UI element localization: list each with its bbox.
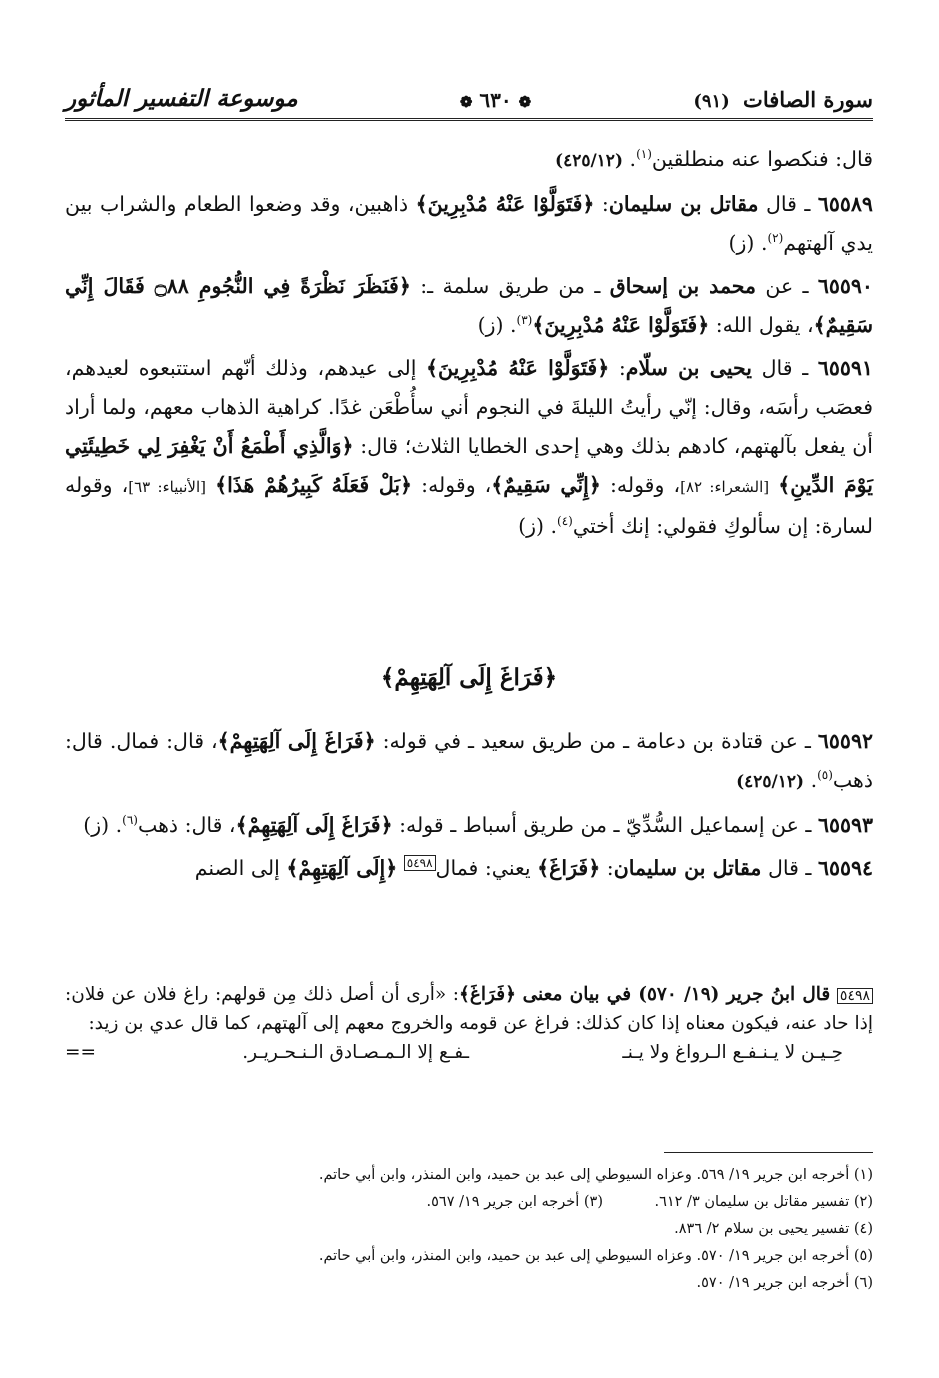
narrator-name: مقاتل بن سليمان: [613, 856, 762, 880]
commentary-block: [65, 980, 873, 1067]
footnote: (٣) أخرجه ابن جرير ١٩/ ٥٦٧.: [426, 1194, 603, 1210]
footnote: (٦) أخرجه ابن جرير ١٩/ ٥٧٠.: [696, 1275, 873, 1291]
quran-quote: ﴿فَتَوَلَّوْا عَنْهُ مُدْبِرِينَ﴾: [532, 313, 710, 337]
text: . (ز): [83, 813, 123, 837]
quran-quote: ﴿فَرَاغَ إِلَى آلِهَتِهِمْ﴾: [235, 813, 393, 837]
surah-reference: [الأنبياء: ٦٣]: [128, 478, 207, 496]
quran-quote: ﴿فَتَوَلَّوْا عَنْهُ مُدْبِرِينَ﴾: [426, 356, 610, 380]
section-heading: ﴿فَرَاغَ إِلَى آلِهَتِهِمْ﴾: [380, 664, 558, 691]
text: إلى عيدهم، وذلك أنّهم استتبعوه لعيدهم، فعصَب رأسَه، وقال: إنّي رأيتُ الليلةَ في النجوم أني سأُطْعَن غدًا. كراهية الذهاب معهم، ولما أراد أن يفعل بآلهتهم، كادهم بذلك وهي إحدى الخطايا الثلاث؛ قال:: [65, 356, 873, 458]
footnote: (١) أخرجه ابن جرير ١٩/ ٥٦٩. وعزاه السيوطي إلى عبد بن حميد، وابن المنذر، وابن أبي حاتم.: [318, 1167, 873, 1183]
text: ، وقوله:: [609, 473, 681, 497]
text: ذاهبين، وقد وضعوا الطعام والشراب بين يدي آلهتهم: [65, 192, 873, 255]
commentary-text: : «أرى أن أصل ذلك مِن قولهم: راغ فلان عن فلان: إذا حاد عنه، فيكون معناه إذا كان كذلك: فراغ عن قومه والخروج معهم إلى آلهتهم، كما قال عدي بن زيد:: [65, 984, 873, 1034]
text: إلى الصنم: [194, 856, 280, 880]
text: ـ عن قتادة بن دعامة ـ من طريق سعيد ـ في قوله:: [382, 729, 811, 753]
paragraph: [65, 349, 873, 546]
text: ، وقوله لسارة: إن سألوكِ فقولي: إنك أختي: [65, 473, 873, 538]
text: ـ عن إسماعيل السُّدِّيّ ـ من طريق أسباط ـ قوله:: [399, 813, 812, 837]
text: ، قال: فمال. قال: ذهب: [65, 729, 873, 792]
text: يعني: فمال: [435, 856, 531, 880]
footnote-ref: (١): [636, 147, 652, 162]
text: :: [618, 356, 626, 380]
narrator-name: محمد بن إسحاق: [609, 274, 757, 298]
volume-reference: (٤٢٥/١٢): [555, 151, 623, 171]
poetry-verse: [65, 1038, 873, 1067]
header-rule: [65, 118, 873, 121]
text: ـ عن: [765, 274, 809, 298]
verse-number: (٩١): [693, 91, 730, 112]
footnote: (٢) تفسير مقاتل بن سليمان ٣/ ٦١٢.: [654, 1194, 873, 1210]
main-text-2: [65, 722, 873, 892]
quran-quote: ﴿بَلْ فَعَلَهُ كَبِيرُهُمْ هَذَا﴾: [215, 473, 413, 497]
commentary-paragraph: [65, 980, 873, 1038]
paragraph: [65, 722, 873, 802]
narrator-name: يحيى بن سلّام: [625, 356, 752, 380]
text: . (ز): [518, 514, 558, 538]
text: . (ز): [728, 231, 768, 255]
page-number: ٦٣٠: [479, 88, 512, 112]
footnotes: [65, 1162, 873, 1297]
text: ، وقوله:: [421, 473, 492, 497]
paragraph: [65, 140, 873, 181]
text: ـ قال: [765, 192, 811, 216]
paragraph: [65, 185, 873, 263]
text: ـ قال: [767, 856, 812, 880]
text: ، قال: ذهب: [137, 813, 236, 837]
text: .: [810, 768, 818, 792]
report-number: ٦٥٥٩٣: [817, 813, 873, 837]
footnote: (٤) تفسير يحيى بن سلام ٢/ ٨٣٦.: [674, 1221, 873, 1237]
running-header: [65, 64, 873, 112]
footnote: (٥) أخرجه ابن جرير ١٩/ ٥٧٠. وعزاه السيوطي إلى عبد بن حميد، وابن المنذر، وابن أبي حاتم.: [318, 1248, 873, 1264]
paragraph: [65, 806, 873, 845]
text: ـ من طريق سلمة ـ:: [420, 274, 601, 298]
quran-quote: ﴿إِلَى آلِهَتِهِمْ﴾: [286, 856, 398, 880]
footnote-ref: (٤): [557, 514, 573, 529]
footnote-ref: (٢): [767, 231, 784, 246]
paragraph: [65, 849, 873, 888]
footnote-rule: [664, 1152, 873, 1153]
surah-name: سورة الصافات: [743, 87, 873, 112]
surah-reference: [الشعراء: ٨٢]: [680, 478, 770, 496]
quran-quote: ﴿فَرَاغَ﴾: [459, 984, 516, 1005]
series-title: موسوعة التفسير المأثور: [65, 85, 298, 112]
report-number: ٦٥٥٩٢: [817, 729, 873, 753]
commentary-marker: ٥٤٩٨: [837, 988, 873, 1004]
surah-title: [693, 87, 873, 112]
footnote-ref: (٦): [122, 813, 138, 828]
quran-quote: ﴿فَتَوَلَّوْا عَنْهُ مُدْبِرِينَ﴾: [415, 192, 595, 216]
quran-quote: ﴿فَرَاغَ﴾: [537, 856, 601, 880]
text: :: [601, 192, 609, 216]
verse-hemistich-1: حِـيـن لا يـنـفـع الـرواغ ولا يـنـ: [622, 1042, 843, 1063]
commentary-marker: ٥٤٩٨: [404, 855, 436, 871]
report-number: ٦٥٥٩٠: [817, 274, 873, 298]
quran-quote: ﴿فَرَاغَ إِلَى آلِهَتِهِمْ﴾: [217, 729, 376, 753]
text: .: [629, 147, 637, 171]
report-number: ٦٥٥٩٤: [817, 856, 873, 880]
text: ـ قال: [761, 356, 809, 380]
verse-hemistich-2: ـفـع إلا الـمـصـادق الـنـحـريـر.: [242, 1042, 469, 1063]
main-text: [65, 140, 873, 550]
page-number-group: [460, 88, 531, 112]
ornament-icon: ❁: [518, 93, 532, 111]
report-number: ٦٥٥٩١: [817, 356, 873, 380]
paragraph: [65, 267, 873, 345]
text: قال: فنكصوا عنه منطلقين: [651, 147, 873, 171]
footnote-ref: (٥): [817, 768, 833, 783]
text: ، يقول الله:: [715, 313, 814, 337]
ornament-icon: ❁: [459, 93, 473, 111]
footnote-row: [65, 1189, 873, 1216]
quran-quote: ﴿وَالَّذِي أَطْمَعُ أَنْ يَغْفِرَ لِي خَطِيئَتِي يَوْمَ الدِّينِ﴾: [65, 434, 873, 497]
narrator-name: مقاتل بن سليمان: [608, 192, 759, 216]
volume-reference: (٤٢٥/١٢): [736, 772, 805, 792]
text: :: [606, 856, 614, 880]
continuation-mark: ==: [65, 1042, 97, 1063]
quran-quote: ﴿إِنِّي سَقِيمٌ﴾: [491, 473, 601, 497]
report-number: ٦٥٥٨٩: [817, 192, 873, 216]
quran-quote: ﴿فَنَظَرَ نَظْرَةً فِي النُّجُومِ ۝٨٨ فَقَالَ إِنِّي سَقِيمٌ﴾: [65, 274, 873, 337]
footnote-ref: (٣): [516, 313, 533, 328]
commentary-lead: قال ابنُ جرير (١٩/ ٥٧٠) في بيان معنى: [522, 984, 831, 1005]
text: . (ز): [477, 313, 517, 337]
